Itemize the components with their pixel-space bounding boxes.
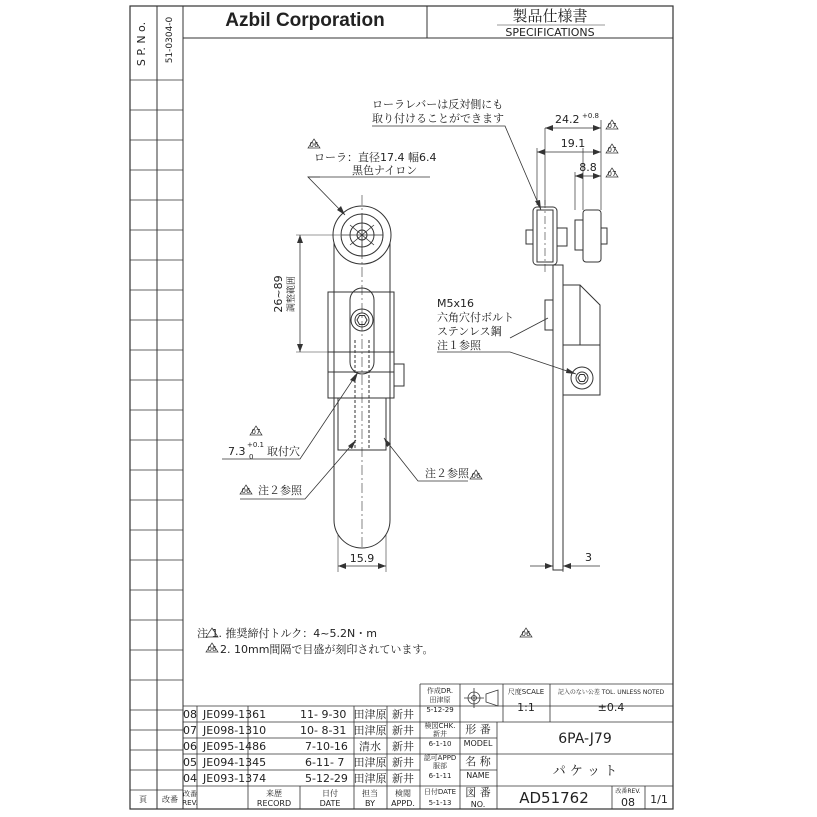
- svg-text:04: 04: [183, 772, 197, 785]
- side-dims: [530, 120, 601, 572]
- svg-text:07: 07: [607, 146, 617, 154]
- dim-19-1: 19.1: [560, 137, 586, 150]
- part-name: パ ケ ッ ト: [552, 764, 618, 779]
- svg-text:06: 06: [207, 645, 217, 653]
- svg-text:6-11- 7: 6-11- 7: [305, 756, 345, 769]
- svg-text:05: 05: [183, 756, 197, 769]
- svg-text:検閲: 検閲: [395, 789, 411, 798]
- sheet-number: 1/1: [650, 793, 668, 806]
- svg-text:5-12-29: 5-12-29: [426, 706, 454, 714]
- svg-text:認可APPD: 認可APPD: [423, 754, 457, 762]
- front-view: [328, 195, 404, 548]
- svg-text:07: 07: [251, 428, 261, 436]
- hole-label: 取付穴: [267, 445, 300, 458]
- rev-mark: 06: [309, 141, 319, 149]
- svg-text:08: 08: [183, 708, 197, 721]
- bolt-note-3: ステンレス鋼: [437, 325, 502, 338]
- bolt-note-2: 六角穴付ボルト: [437, 311, 514, 324]
- projection-symbol-icon: [464, 688, 498, 708]
- dim-3: 3: [585, 551, 592, 564]
- dim-15-9: 15.9: [349, 552, 375, 565]
- svg-text:田津原: 田津原: [429, 696, 451, 704]
- svg-text:APPD.: APPD.: [391, 799, 415, 808]
- svg-text:5-1-13: 5-1-13: [428, 799, 452, 807]
- svg-text:11- 9-30: 11- 9-30: [300, 708, 347, 721]
- drawing-number: AD51762: [519, 789, 589, 807]
- svg-text:NAME: NAME: [466, 771, 490, 780]
- svg-text:5-12-29: 5-12-29: [305, 772, 348, 785]
- note2-ref-right: 注２参照: [425, 467, 469, 480]
- title-jp: 製品仕様書: [512, 7, 588, 25]
- svg-text:形 番: 形 番: [465, 723, 491, 736]
- bolt-note-4: 注１参照: [437, 339, 481, 352]
- side-view: [526, 200, 607, 570]
- svg-text:JE094-1345: JE094-1345: [203, 756, 267, 769]
- model-value: 6PA-J79: [558, 731, 612, 747]
- svg-text:担当: 担当: [362, 789, 378, 798]
- svg-text:作成DR.: 作成DR.: [426, 687, 454, 695]
- svg-text:JE095-1486: JE095-1486: [203, 740, 267, 753]
- svg-text:改番: 改番: [162, 795, 178, 804]
- svg-text:DATE: DATE: [319, 799, 341, 808]
- svg-text:REV.: REV.: [182, 799, 198, 807]
- roller-note-1: ローラ：直径17.4 幅6.4: [314, 151, 437, 164]
- svg-text:新井: 新井: [392, 708, 414, 721]
- svg-text:BY: BY: [365, 799, 375, 808]
- svg-text:+0.8: +0.8: [582, 112, 599, 120]
- svg-text:名 称: 名 称: [465, 755, 491, 768]
- svg-text:NO.: NO.: [470, 800, 486, 809]
- svg-text:RECORD: RECORD: [256, 799, 292, 808]
- revision-headers: [139, 788, 415, 808]
- svg-text:新井: 新井: [392, 740, 414, 753]
- svg-text:+0.1: +0.1: [247, 441, 264, 449]
- dim-24-2: 24.2: [555, 113, 580, 126]
- sp-no-value: 51-0304-0: [165, 16, 175, 64]
- svg-text:06: 06: [183, 740, 197, 753]
- svg-text:新井: 新井: [392, 756, 414, 769]
- svg-text:尺度SCALE: 尺度SCALE: [507, 688, 545, 696]
- svg-text:検図CHK.: 検図CHK.: [424, 722, 456, 730]
- svg-text:来歴: 来歴: [266, 789, 282, 798]
- svg-text:新井: 新井: [392, 772, 414, 785]
- hole-dim: 7.3: [228, 445, 246, 458]
- svg-text:07: 07: [607, 170, 617, 178]
- svg-text:06: 06: [241, 487, 251, 495]
- company-name: Azbil Corporation: [225, 10, 385, 31]
- svg-text:06: 06: [471, 472, 481, 480]
- svg-text:07: 07: [607, 122, 617, 130]
- svg-text:新井: 新井: [433, 730, 447, 738]
- svg-text:1:1: 1:1: [517, 701, 535, 714]
- svg-text:田津原: 田津原: [353, 756, 387, 769]
- lever-note-1: ローラレバーは反対側にも: [372, 98, 504, 111]
- svg-text:記入のない公差 TOL. UNLESS NOTED: 記入のない公差 TOL. UNLESS NOTED: [557, 689, 665, 696]
- svg-text:6-1-10: 6-1-10: [428, 740, 452, 748]
- svg-text:改番REV.: 改番REV.: [615, 788, 641, 795]
- svg-text:07: 07: [183, 724, 197, 737]
- svg-text:JE098-1310: JE098-1310: [203, 724, 267, 737]
- rev-number: 08: [621, 796, 635, 809]
- adjust-range-label: 調整範囲: [287, 275, 297, 313]
- title-en: SPECIFICATIONS: [505, 26, 595, 39]
- svg-text:7-10-16: 7-10-16: [305, 740, 348, 753]
- svg-text:田津原: 田津原: [353, 772, 387, 785]
- svg-text:清水: 清水: [359, 740, 381, 753]
- svg-text:0: 0: [249, 453, 254, 461]
- svg-text:JE099-1361: JE099-1361: [203, 708, 267, 721]
- svg-text:±0.4: ±0.4: [597, 701, 625, 714]
- svg-text:新井: 新井: [392, 724, 414, 737]
- svg-text:06: 06: [521, 630, 531, 638]
- adjust-range-value: 26~89: [272, 275, 285, 313]
- note2-ref-left: 注２参照: [258, 484, 302, 497]
- svg-text:JE093-1374: JE093-1374: [203, 772, 267, 785]
- svg-text:MODEL: MODEL: [463, 739, 493, 748]
- sp-no-label: S P. N o.: [135, 21, 148, 67]
- svg-text:6-1-11: 6-1-11: [428, 772, 452, 780]
- dim-8-8: 8.8: [579, 161, 597, 174]
- lever-note-2: 取り付けることができます: [372, 112, 504, 125]
- svg-text:日付: 日付: [322, 789, 338, 798]
- note-1: 注 1. 推奨締付トルク：4~5.2N・m: [197, 627, 377, 640]
- svg-text:10- 8-31: 10- 8-31: [300, 724, 347, 737]
- roller-note-2: 黒色ナイロン: [352, 164, 418, 177]
- bolt-note-1: M5x16: [437, 297, 474, 310]
- note-2: 2. 10mm間隔で目盛が刻印されています。: [220, 643, 434, 656]
- svg-text:日付DATE: 日付DATE: [423, 788, 457, 796]
- svg-text:頁: 頁: [139, 795, 147, 804]
- svg-text:田津原: 田津原: [353, 724, 387, 737]
- svg-text:田津原: 田津原: [353, 708, 387, 721]
- svg-text:図 番: 図 番: [465, 786, 491, 799]
- revision-rows: [183, 707, 414, 785]
- svg-text:服部: 服部: [433, 762, 447, 770]
- svg-text:改番: 改番: [183, 790, 197, 798]
